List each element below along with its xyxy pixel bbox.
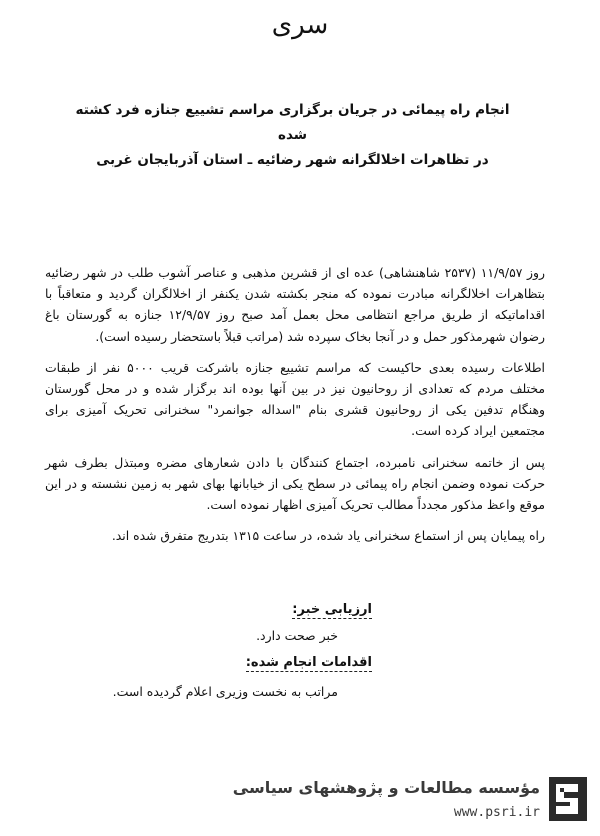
actions-value: مراتب به نخست وزیری اعلام گردیده است.	[112, 684, 338, 699]
assessment-label: ارزیابی خبر:	[292, 602, 372, 617]
paragraph-2: اطلاعات رسیده بعدی حاکیست که مراسم تشییع جنازه باشرکت قریب ۵۰۰۰ نفر از طبقات مختلف مردم که تعدادی از روحانیون نیز در بین آنها بوده اند برگزار شده و در محل گورستان وهنگام تدفین یکی از روحانیون قشری بنام "اسداله جوانمرد" سخنرانی تحریک آمیزی برای مجتمعین ایراد کرده است.	[45, 359, 545, 439]
institute-name: مؤسسه مطالعات و پژوهشهای سیاسی	[232, 778, 540, 797]
subject-line-2: در تظاهرات اخلالگرانه شهر رضائیه ـ استان آذربایجان غربی	[96, 152, 489, 168]
paragraph-3: پس از خاتمه سخنرانی نامبرده، اجتماع کنندگان با دادن شعارهای مضره ومبتذل بطرف شهر حرکت نموده وضمن انجام راه پیمائی در سطح یکی از خیابانها بهای شهر به زمین نشسته و در این موقع واعظ مذکور مجدداً مطالب تحریک آمیزی اظهار نموده است.	[45, 454, 545, 513]
actions-label: اقدامات انجام شده:	[245, 655, 372, 670]
assessment-value: خبر صحت دارد.	[256, 628, 338, 643]
subject-heading	[60, 98, 525, 173]
institute-watermark	[232, 778, 540, 828]
paragraph-4: راه پیمایان پس از استماع سخنرانی یاد شده، در ساعت ۱۳۱۵ بتدریج متفرق شده اند.	[111, 528, 545, 544]
subject-line-1: انجام راه پیمائی در جریان برگزاری مراسم تشییع جنازه فرد کشته شده	[75, 102, 510, 143]
report-body	[45, 262, 545, 556]
paragraph-1: روز ۱۱/۹/۵۷ (۲۵۳۷ شاهنشاهی) عده ای از قشرین مذهبی و عناصر آشوب طلب در شهر رضائیه بتظاهرات اخلالگرانه مبادرت نموده که منجر بکشته شدن یکنفر از اخلالگران گردید و متعاقباً با اقداماتیکه از طریق مراجع انتظامی محل بعمل آمد صبح روز ۱۲/۹/۵۷ جنازه به گورستان باغ رضوان شهرمذکور حمل و در آنجا بخاک سپرده شد (مراتب قبلاً باستحضار رسیده است).	[45, 265, 545, 344]
psri-logo-icon	[548, 776, 588, 822]
institute-url: www.psri.ir	[453, 805, 540, 820]
classification-heading: سری	[271, 10, 329, 40]
